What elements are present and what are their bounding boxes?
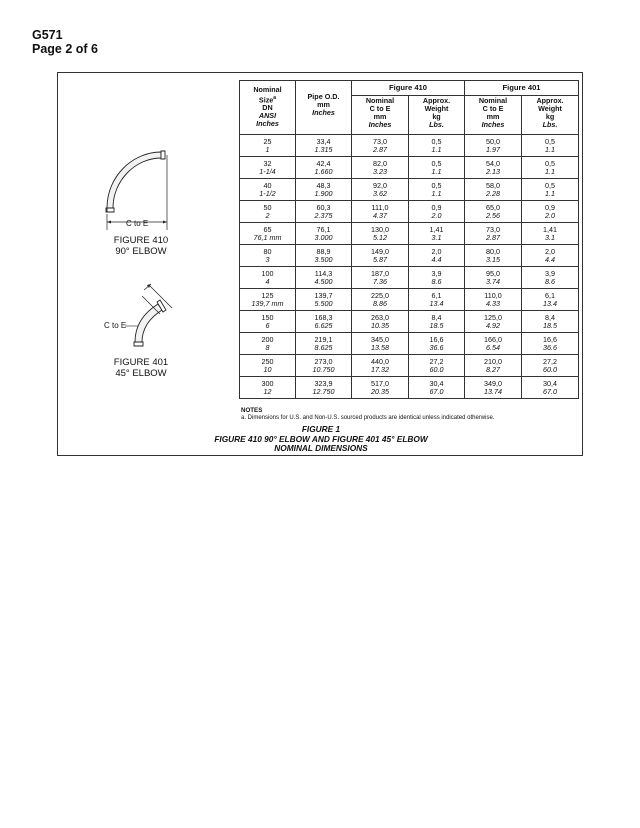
caption-line2: FIGURE 410 90° ELBOW AND FIGURE 401 45° ELBOW <box>214 433 428 444</box>
table-cell: 210,0 8.27 <box>465 355 522 377</box>
table-cell: 3,9 8.6 <box>522 267 579 289</box>
table-row <box>240 135 579 157</box>
figure-caption <box>180 425 462 454</box>
table-cell: 273,0 10.750 <box>296 355 352 377</box>
header-figure-410: Figure 410 <box>352 81 465 96</box>
table-cell: 1,41 3.1 <box>409 223 465 245</box>
document-header <box>32 28 98 56</box>
fig401-name: FIGURE 401 <box>113 357 169 368</box>
table-cell: 111,0 4.37 <box>352 201 409 223</box>
table-cell: 40 1-1/2 <box>240 179 296 201</box>
table-cell: 8,4 18.5 <box>409 311 465 333</box>
header-figure-401: Figure 401 <box>465 81 579 96</box>
table-cell: 187,0 7.36 <box>352 267 409 289</box>
table-body <box>240 135 579 399</box>
table-cell: 0,5 1.1 <box>409 179 465 201</box>
table-cell: 0,5 1.1 <box>522 135 579 157</box>
header-401-weight: Approx. Weight kg Lbs. <box>522 96 579 135</box>
table-cell: 73,0 2.87 <box>465 223 522 245</box>
table-cell: 16,6 36.6 <box>522 333 579 355</box>
table-cell: 0,5 1.1 <box>522 157 579 179</box>
table-cell: 517,0 20.35 <box>352 377 409 399</box>
table-cell: 149,0 5.87 <box>352 245 409 267</box>
table-cell: 225,0 8.86 <box>352 289 409 311</box>
caption-line3: NOMINAL DIMENSIONS <box>274 443 368 453</box>
header-410-weight: Approx. Weight kg Lbs. <box>409 96 465 135</box>
table-row <box>240 179 579 201</box>
table-cell: 3,9 8.6 <box>409 267 465 289</box>
table-cell: 349,0 13.74 <box>465 377 522 399</box>
table-cell: 219,1 8.625 <box>296 333 352 355</box>
table-cell: 0,5 1.1 <box>522 179 579 201</box>
table-cell: 92,0 3.62 <box>352 179 409 201</box>
table-cell: 166,0 6.54 <box>465 333 522 355</box>
table-row <box>240 245 579 267</box>
note-a: a. Dimensions for U.S. and Non-U.S. sourced products are identical unless indicated otherwise. <box>241 415 495 421</box>
table-cell: 65,0 2.56 <box>465 201 522 223</box>
table-cell: 323,9 12.750 <box>296 377 352 399</box>
table-cell: 50 2 <box>240 201 296 223</box>
table-cell: 250 10 <box>240 355 296 377</box>
fig410-dimension-label: C to E <box>126 219 149 228</box>
table-cell: 30,4 67.0 <box>522 377 579 399</box>
fig401-dimension-label: C to E <box>104 321 127 330</box>
table-cell: 200 8 <box>240 333 296 355</box>
table-cell: 114,3 4.500 <box>296 267 352 289</box>
table-cell: 2,0 4.4 <box>409 245 465 267</box>
table-cell: 0,9 2.0 <box>409 201 465 223</box>
table-notes <box>241 407 494 422</box>
elbow-45-drawing <box>120 282 190 352</box>
table-cell: 440,0 17.32 <box>352 355 409 377</box>
table-row <box>240 355 579 377</box>
table-cell: 76,1 3.000 <box>296 223 352 245</box>
table-cell: 300 12 <box>240 377 296 399</box>
table-cell: 6,1 13.4 <box>409 289 465 311</box>
header-nominal-size: Nominal Size$^a$ DN ANSI Inches <box>240 81 296 135</box>
table-cell: 60,3 2.375 <box>296 201 352 223</box>
fig410-label <box>105 235 177 257</box>
table-cell: 54,0 2.13 <box>465 157 522 179</box>
table-cell: 42,4 1.660 <box>296 157 352 179</box>
table-cell: 50,0 1.97 <box>465 135 522 157</box>
table-cell: 2,0 4.4 <box>522 245 579 267</box>
table-cell: 27,2 60.0 <box>522 355 579 377</box>
table-cell: 65 76,1 mm <box>240 223 296 245</box>
table-cell: 0,5 1.1 <box>409 135 465 157</box>
table-cell: 73,0 2.87 <box>352 135 409 157</box>
table-cell: 345,0 13.58 <box>352 333 409 355</box>
table-row <box>240 201 579 223</box>
table-cell: 263,0 10.35 <box>352 311 409 333</box>
header-pipe-od: Pipe O.D. mm Inches <box>296 81 352 135</box>
table-cell: 168,3 6.625 <box>296 311 352 333</box>
fig401-label <box>105 357 177 379</box>
notes-title: NOTES <box>241 407 263 414</box>
table-cell: 0,5 1.1 <box>409 157 465 179</box>
document-id: G571 <box>32 28 63 42</box>
table-cell: 80,0 3.15 <box>465 245 522 267</box>
table-cell: 125 139,7 mm <box>240 289 296 311</box>
table-cell: 150 6 <box>240 311 296 333</box>
table-row <box>240 333 579 355</box>
table-cell: 1,41 3.1 <box>522 223 579 245</box>
fig410-desc: 90° ELBOW <box>115 246 167 257</box>
dimensions-table <box>239 80 579 399</box>
fig401-desc: 45° ELBOW <box>115 368 167 379</box>
table-row <box>240 223 579 245</box>
table-cell: 25 1 <box>240 135 296 157</box>
table-row <box>240 377 579 399</box>
table-cell: 8,4 18.5 <box>522 311 579 333</box>
table-cell: 139,7 5.500 <box>296 289 352 311</box>
table-cell: 88,9 3.500 <box>296 245 352 267</box>
table-cell: 125,0 4.92 <box>465 311 522 333</box>
table-cell: 110,0 4.33 <box>465 289 522 311</box>
table-cell: 95,0 3.74 <box>465 267 522 289</box>
table-row <box>240 289 579 311</box>
table-cell: 58,0 2.28 <box>465 179 522 201</box>
table-cell: 0,9 2.0 <box>522 201 579 223</box>
table-row <box>240 267 579 289</box>
table-cell: 130,0 5.12 <box>352 223 409 245</box>
table-cell: 33,4 1.315 <box>296 135 352 157</box>
table-cell: 82,0 3.23 <box>352 157 409 179</box>
table-row <box>240 157 579 179</box>
table-cell: 80 3 <box>240 245 296 267</box>
table-cell: 48,3 1.900 <box>296 179 352 201</box>
fig410-name: FIGURE 410 <box>113 235 169 246</box>
caption-line1: FIGURE 1 <box>301 424 341 434</box>
table-row <box>240 311 579 333</box>
header-410-cte: Nominal C to E mm Inches <box>352 96 409 135</box>
table-cell: 6,1 13.4 <box>522 289 579 311</box>
table-cell: 27,2 60.0 <box>409 355 465 377</box>
header-401-cte: Nominal C to E mm Inches <box>465 96 522 135</box>
table-cell: 100 4 <box>240 267 296 289</box>
table-cell: 32 1-1/4 <box>240 157 296 179</box>
page-number: Page 2 of 6 <box>32 42 98 56</box>
table-cell: 16,6 36.6 <box>409 333 465 355</box>
table-cell: 30,4 67.0 <box>409 377 465 399</box>
